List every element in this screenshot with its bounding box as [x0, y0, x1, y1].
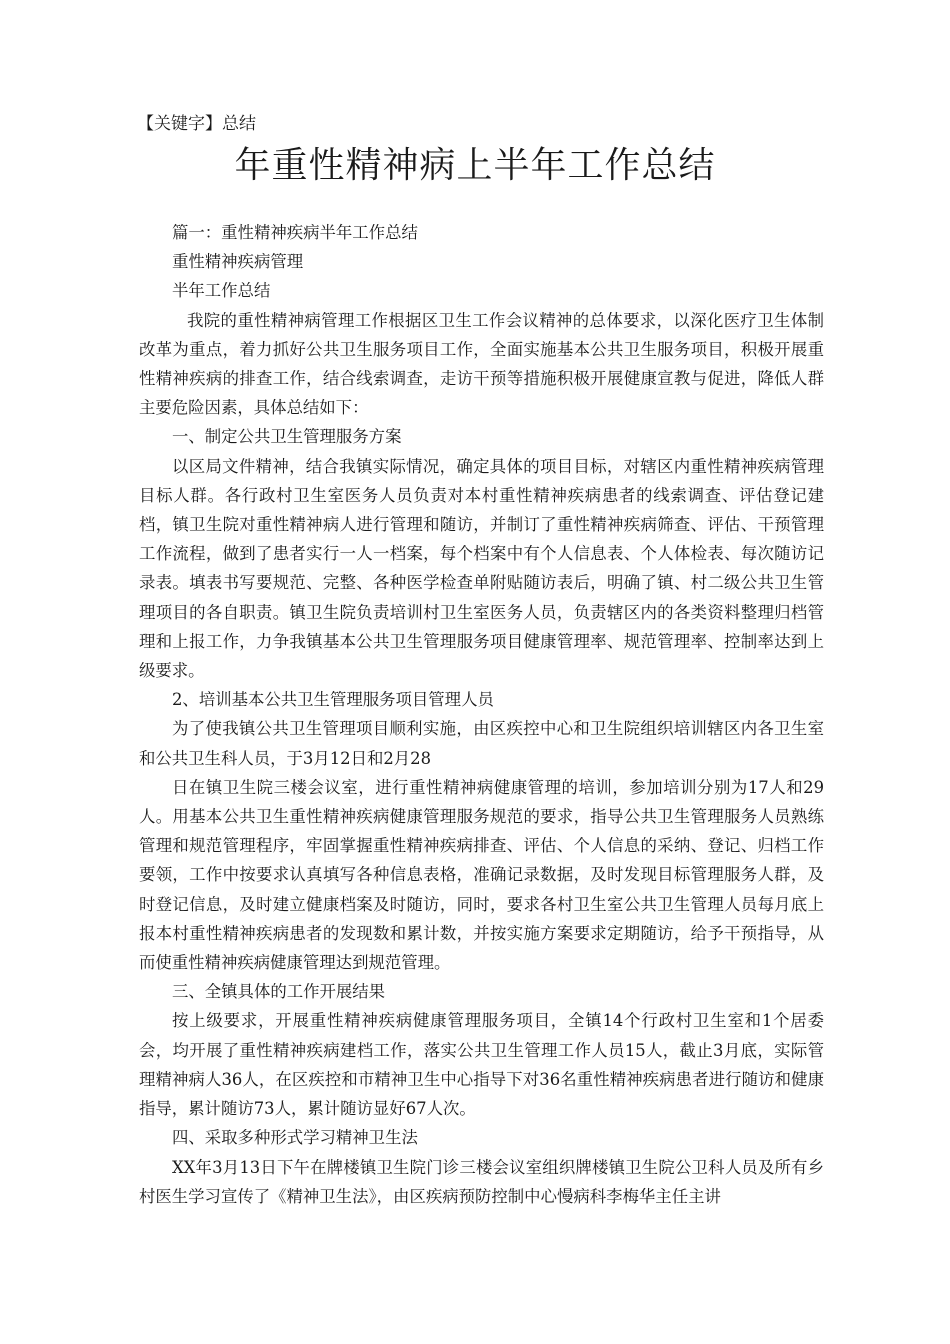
body-paragraph: XX年3月13日下午在牌楼镇卫生院门诊三楼会议室组织牌楼镇卫生院公卫科人员及所有乡村医生学习宣传了《精神卫生法》，由区疾病预防控制中心慢病科李梅华主任主讲 — [139, 1157, 824, 1206]
section-subheading: 半年工作总结 — [172, 281, 271, 301]
section-heading: 2、培训基本公共卫生管理服务项目管理人员 — [172, 690, 494, 710]
body-paragraph: 我院的重性精神病管理工作根据区卫生工作会议精神的总体要求，以深化医疗卫生体制改革为重点，着力抓好公共卫生服务项目工作，全面实施基本公共卫生服务项目，积极开展重性精神疾病的排查工作，结合线索调查，走访干预等措施积极开展健康宣教与促进，降低人群主要危险因素，具体总结如下： — [139, 310, 824, 418]
document-title: 年重性精神病上半年工作总结 — [234, 145, 716, 186]
section-heading: 一、制定公共卫生管理服务方案 — [172, 427, 402, 447]
document-body — [139, 218, 824, 1211]
keyword-line: 【关键字】总结 — [137, 114, 256, 134]
body-paragraph: 按上级要求，开展重性精神疾病健康管理服务项目，全镇14个行政村卫生室和1个居委会，均开展了重性精神疾病建档工作，落实公共卫生管理工作人员15人，截止3月底，实际管理精神病人36人，在区疾控和市精神卫生中心指导下对36名重性精神疾病患者进行随访和健康指导，累计随访73人，累计随访显好67人次。 — [139, 1011, 824, 1119]
section-heading: 四、采取多种形式学习精神卫生法 — [172, 1128, 418, 1148]
body-paragraph: 日在镇卫生院三楼会议室，进行重性精神病健康管理的培训，参加培训分别为17人和29人。用基本公共卫生重性精神疾病健康管理服务规范的要求，指导公共卫生管理服务人员熟练管理和规范管理程序，牢固掌握重性精神疾病排查、评估、个人信息的采纳、登记、归档工作要领，工作中按要求认真填写各种信息表格，准确记录数据，及时发现目标管理服务人群，及时登记信息，及时建立健康档案及时随访，同时，要求各村卫生室公共卫生管理人员每月底上报本村重性精神疾病患者的发现数和累计数，并按实施方案要求定期随访，给予干预指导，从而使重性精神疾病健康管理达到规范管理。 — [139, 777, 824, 973]
section-subheading: 重性精神疾病管理 — [172, 252, 304, 272]
body-paragraph: 为了使我镇公共卫生管理项目顺利实施，由区疾控中心和卫生院组织培训辖区内各卫生室和公共卫生科人员，于3月12日和2月28 — [139, 719, 824, 768]
body-paragraph: 以区局文件精神，结合我镇实际情况，确定具体的项目目标，对辖区内重性精神疾病管理目标人群。各行政村卫生室医务人员负责对本村重性精神疾病患者的线索调查、评估登记建档，镇卫生院对重性精神病人进行管理和随访，并制订了重性精神疾病筛查、评估、干预管理工作流程，做到了患者实行一人一档案，每个档案中有个人信息表、个人体检表、每次随访记录表。填表书写要规范、完整、各种医学检查单附贴随访表后，明确了镇、村二级公共卫生管理项目的各自职责。镇卫生院负责培训村卫生室医务人员，负责辖区内的各类资料整理归档管理和上报工作，力争我镇基本公共卫生管理服务项目健康管理率、规范管理率、控制率达到上级要求。 — [139, 456, 824, 681]
section-heading: 三、全镇具体的工作开展结果 — [172, 982, 386, 1002]
section-heading: 篇一：重性精神疾病半年工作总结 — [172, 223, 418, 242]
